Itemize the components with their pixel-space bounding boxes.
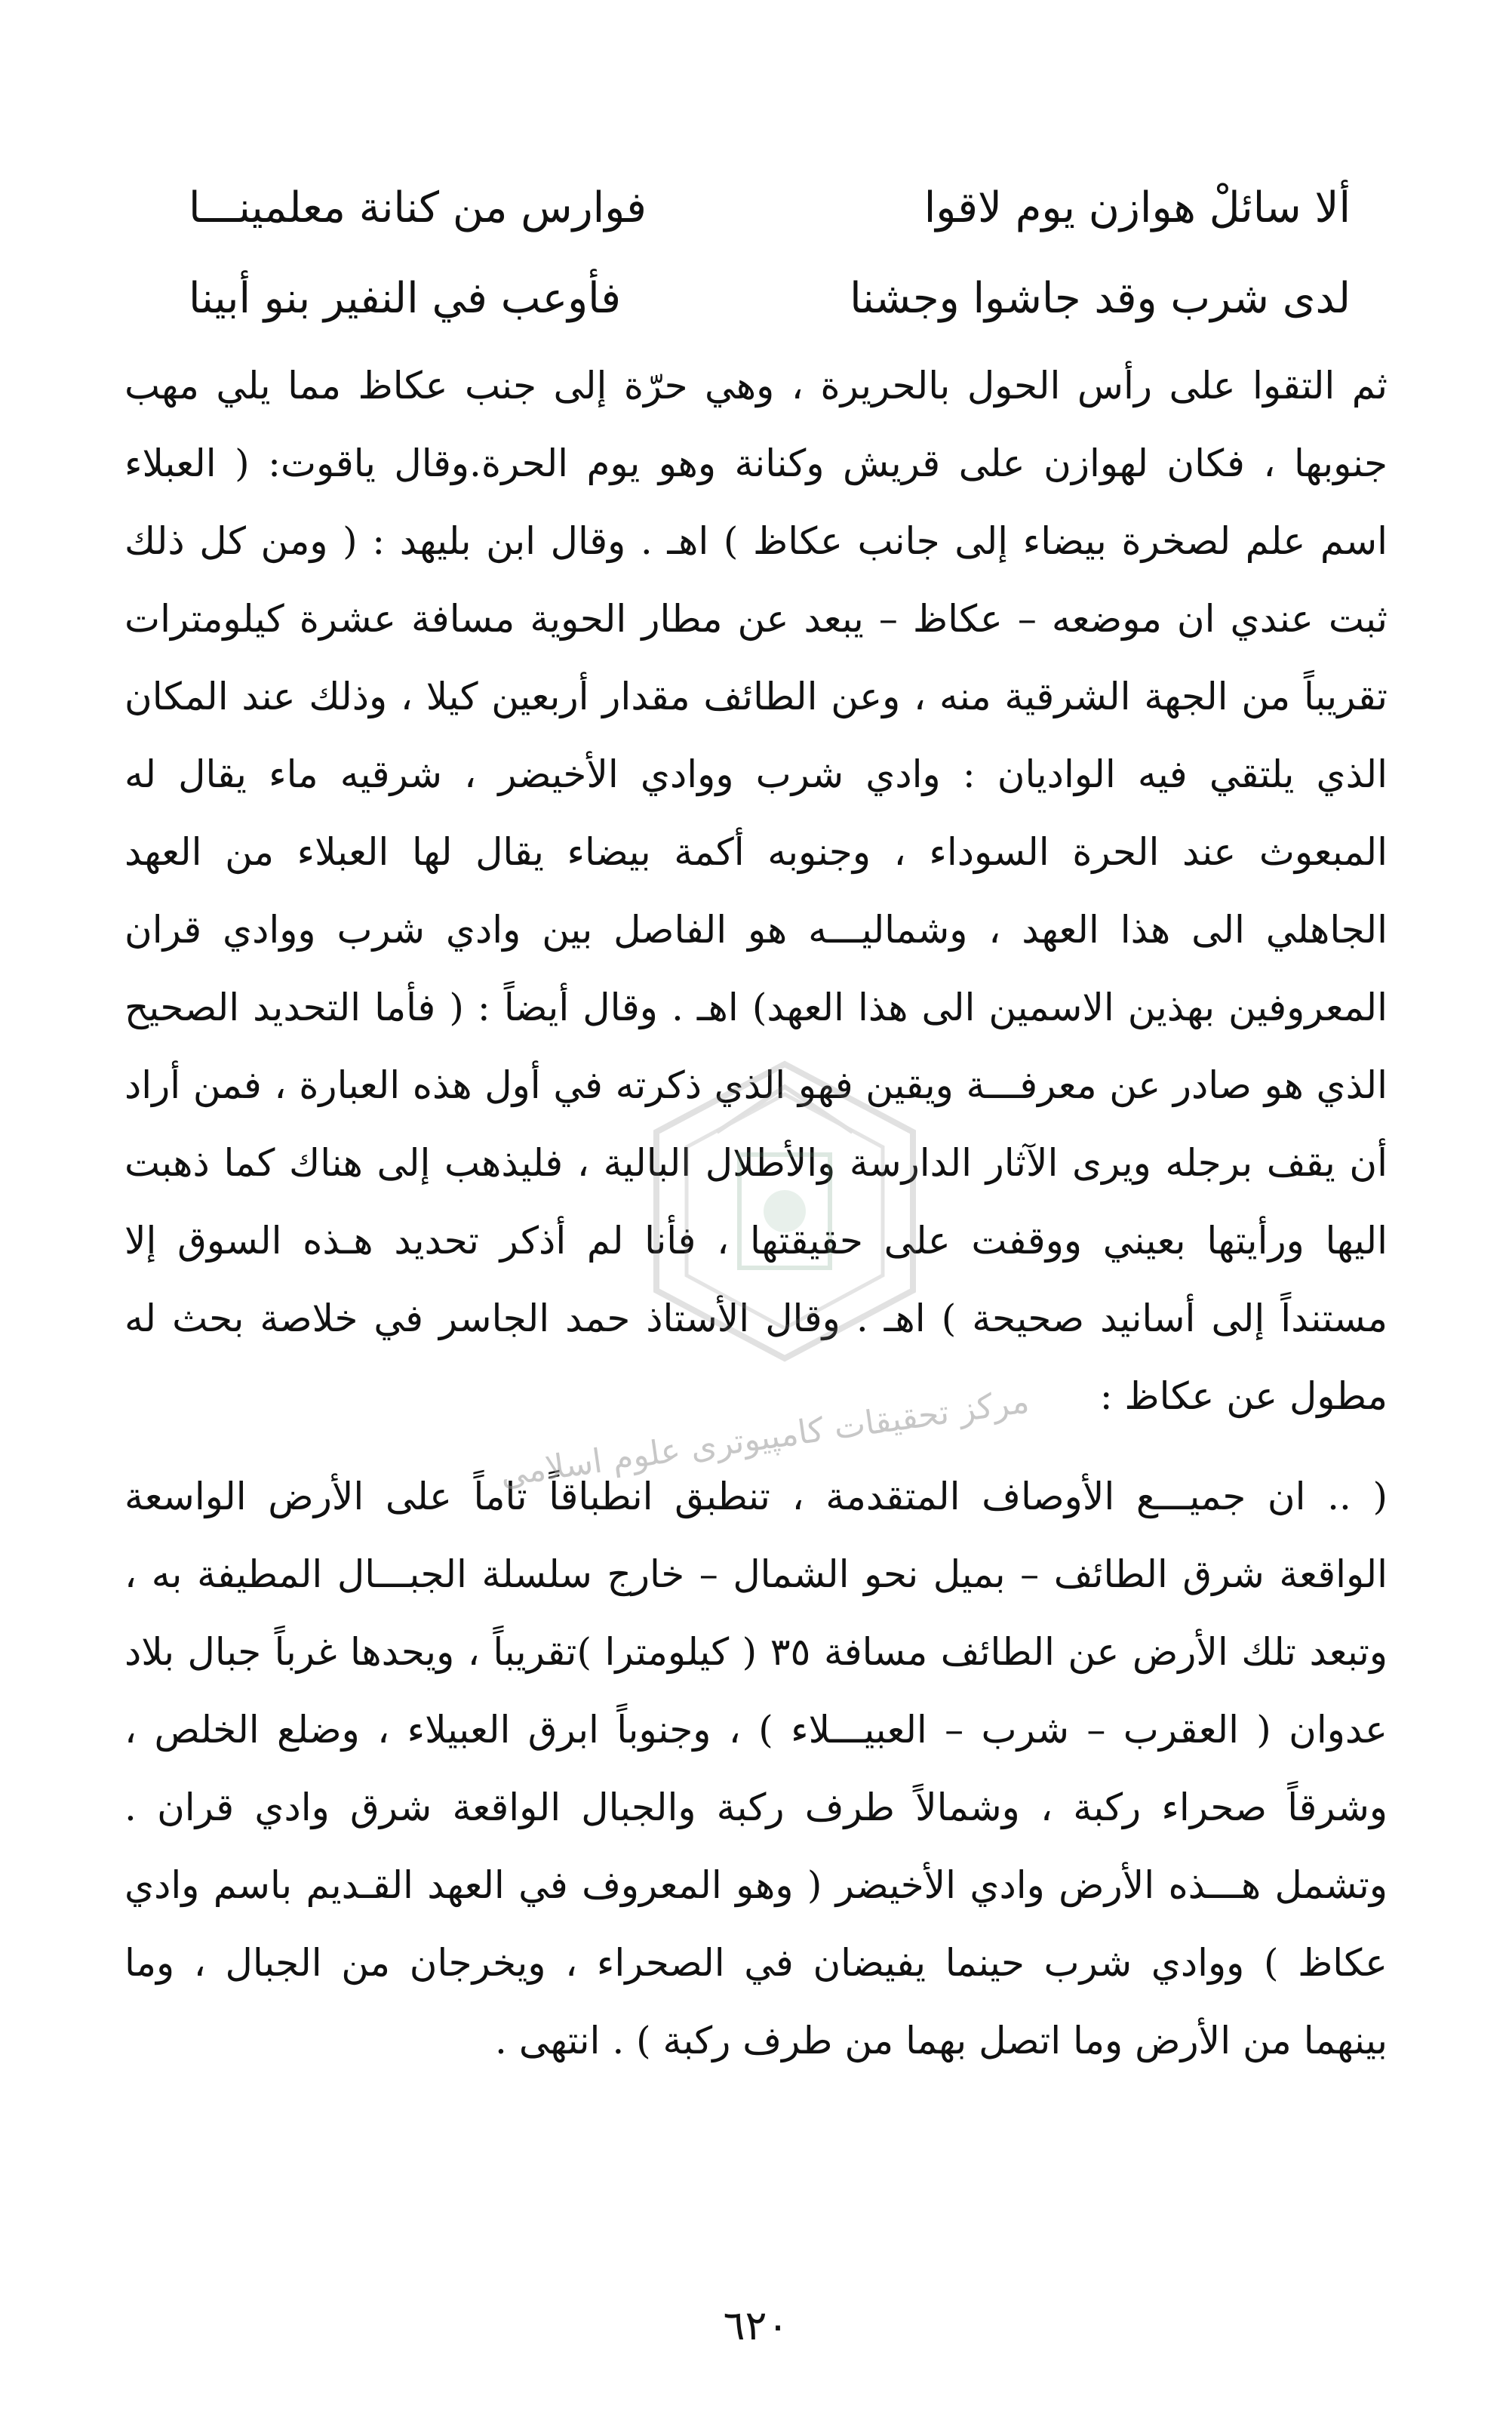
paragraph: ( .. ان جميـــع الأوصاف المتقدمة ، تنطبق انطباقاً تاماً على الأرض الواسعة الواقعة شرق الطائف – بميل نحو الشمال – خارج سلسلة الجبـــال المطيفة به ، وتبعد تلك الأرض عن الطائف مسافة ٣٥ ( كيلومترا )تقريباً ، ويحدها غرباً جبال بلاد عدوان ( العقرب – شرب – العبيـــلاء ) ، وجنوباً ابرق العبيلاء ، وضلع الخلص ، وشرقاً صحراء ركبة ، وشمالاً طرف ركبة والجبال الواقعة شرق وادي قران . وتشمل هـــذه الأرض وادي الأخيضر ( وهو المعروف في العهد القـديم باسم وادي عكاظ ) ووادي شرب حينما يفيضان في الصحراء ، ويخرجان من الجبال ، وما بينهما من الأرض وما اتصل بهما من طرف ركبة ) . انتهى . bbox=[124, 1475, 1388, 2062]
poem-block bbox=[189, 162, 1351, 343]
poem-verse bbox=[189, 162, 1351, 253]
body-text bbox=[124, 347, 1388, 2080]
page-number: ٦٢٠ bbox=[723, 2302, 789, 2349]
verse-second-hemistich: فأوعب في النفير بنو أبينا bbox=[189, 273, 621, 323]
verse-first-hemistich: ألا سائلْ هوازن يوم لاقوا bbox=[923, 183, 1351, 232]
watermark-text: مركز تحقيقات كامپيوتری علوم اسلامی bbox=[497, 1382, 1031, 1494]
paragraph: ثم التقوا على رأس الحول بالحريرة ، وهي حرّة إلى جنب عكاظ مما يلي مهب جنوبها ، فكان لهوازن على قريش وكنانة وهو يوم الحرة.وقال ياقوت: ( العبلاء اسم علم لصخرة بيضاء إلى جانب عكاظ ) اهـ . وقال ابن بليهد : ( ومن كل ذلك ثبت عندي ان موضعه – عكاظ – يبعد عن مطار الحوية مسافة عشرة كيلومترات تقريباً من الجهة الشرقية منه ، وعن الطائف مقدار أربعين كيلا ، وذلك عند المكان الذي يلتقي فيه الواديان : وادي شرب ووادي الأخيضر ، شرقيه ماء يقال له المبعوث عند الحرة السوداء ، وجنوبه أكمة بيضاء يقال لها العبلاء من العهد الجاهلي الى هذا العهد ، وشماليـــه هو الفاصل بين وادي شرب ووادي قران المعروفين بهذين الاسمين الى هذا العهد) اهـ . وقال أيضاً : ( فأما التحديد الصحيح الذي هو صادر عن معرفـــة ويقين فهو الذي ذكرته في أول هذه العبارة ، فمن أراد أن يقف برجله ويرى الآثار الدارسة والأطلال البالية ، فليذهب إلى هناك كما ذهبت اليها ورأيتها بعيني ووقفت على حقيقتها ، فأنا لم أذكر تحديد هـذه السوق إلا مستنداً إلى أسانيد صحيحة ) اهـ . وقال الأستاذ حمد الجاسر في خلاصة بحث له مطول عن عكاظ : bbox=[124, 364, 1388, 1418]
verse-first-hemistich: لدى شرب وقد جاشوا وجشنا bbox=[850, 273, 1351, 323]
verse-second-hemistich: فوارس من كنانة معلمينـــا bbox=[189, 183, 647, 232]
poem-verse bbox=[189, 253, 1351, 343]
